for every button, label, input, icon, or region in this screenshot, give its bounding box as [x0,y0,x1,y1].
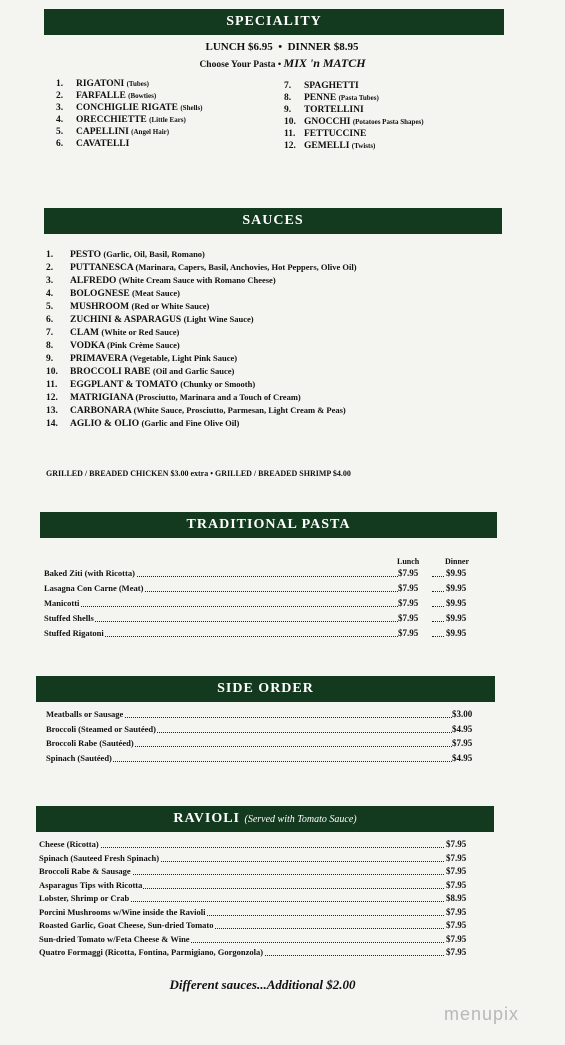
ravioli-subtitle: (Served with Tomato Sauce) [244,814,357,825]
speciality-item [284,105,364,116]
item-name: FETTUCCINE [304,129,367,139]
menu-item-name: Spinach (Sautéed) [46,752,112,763]
dinner-price: DINNER $8.95 [287,41,359,53]
menu-item-name: Stuffed Shells [44,613,94,623]
sauce-item [46,314,254,326]
item-number: 10. [284,117,296,127]
sauce-number: 4. [46,289,54,299]
menu-item-name: Meatballs or Sausage [46,709,124,719]
sauce-description: (Light Wine Sauce) [183,314,254,324]
item-number: 8. [284,93,292,103]
sauces-extras: GRILLED / BREADED CHICKEN $3.00 extra • GRILLED / BREADED SHRIMP $4.00 [46,469,351,478]
sauce-name: PESTO [70,250,101,260]
menu-item-name: Broccoli Rabe (Sautéed) [46,738,134,748]
menu-item-name: Stuffed Rigatoni [44,628,104,638]
sauce-item [46,366,234,378]
item-price: $7.95 [446,852,467,863]
item-name: CONCHIGLIE RIGATE [76,103,178,113]
menu-item-name: Lobster, Shrimp or Crab [39,893,130,903]
item-number: 11. [284,129,296,139]
speciality-item [56,79,149,90]
sauce-description: (Red or White Sauce) [131,301,210,311]
sauce-description: (Marinara, Capers, Basil, Anchovies, Hot Peppers, Olive Oil) [135,262,357,272]
menu-item-name: Spinach (Sauteed Fresh Spinach) [39,852,160,863]
choose-text: Choose Your Pasta • [199,60,282,70]
menu-item-name: Sun-dried Tomato w/Feta Cheese & Wine [39,933,190,944]
sauce-description: (Garlic and Fine Olive Oil) [141,418,240,428]
sauces-header: SAUCES [44,208,502,234]
lunch-price: LUNCH $6.95 [205,41,273,53]
sauce-description: (Oil and Garlic Sauce) [152,366,235,376]
dot-leader [432,621,444,622]
speciality-header: SPECIALITY [44,9,504,35]
menu-item-name: Asparagus Tips with Ricotta [39,879,143,890]
ravioli-title: RAVIOLI [173,811,241,826]
item-price: $7.95 [452,738,473,748]
item-note: (Little Ears) [149,116,186,124]
speciality-choose [0,56,565,71]
item-number: 7. [284,81,292,91]
dot-leader [432,576,444,577]
item-price: $3.00 [452,709,473,719]
item-price: $7.95 [446,906,467,917]
item-note: (Twists) [351,142,376,150]
sauce-description: (Meat Sauce) [132,288,180,298]
menu-item-name: Quatro Formaggi (Ricotta, Fontina, Parmigiano, Gorgonzola) [39,947,264,957]
item-note: (Pasta Tubes) [338,94,379,102]
sauce-name: MUSHROOM [70,302,130,312]
sauce-name: PUTTANESCA [70,263,134,273]
dinner-price: $9.95 [446,583,467,593]
item-number: 1. [56,79,64,89]
mix-match-text: MIX 'n MATCH [283,56,366,70]
sauce-item [46,262,357,274]
sauce-name: PRIMAVERA [70,354,128,364]
sauce-item [46,340,180,352]
item-price: $8.95 [446,893,467,903]
item-name: FARFALLE [76,91,126,101]
sauce-number: 10. [46,367,58,377]
item-number: 2. [56,91,64,101]
item-note: (Bowties) [128,92,157,100]
lunch-price: $7.95 [398,628,419,638]
dinner-column-header: Dinner [445,557,469,566]
sauce-item [46,418,239,430]
sauce-name: MATRIGIANA [70,393,134,403]
speciality-item [56,127,169,138]
lunch-column-header: Lunch [397,557,420,566]
side-header: SIDE ORDER [36,676,495,702]
ravioli-header [36,806,494,832]
sauce-item [46,327,179,339]
sauce-number: 14. [46,419,58,429]
dot-leader [44,621,398,622]
sauce-description: (Pink Crème Sauce) [107,340,180,350]
lunch-price: $7.95 [398,568,419,578]
sauce-name: AGLIO & OLIO [70,419,140,429]
item-name: GNOCCHI [304,117,351,127]
item-price: $4.95 [452,723,473,734]
sauce-name: ZUCHINI & ASPARAGUS [70,315,182,325]
sauce-number: 1. [46,250,54,260]
item-note: (Tubes) [126,80,149,88]
item-name: RIGATONI [76,79,125,89]
sauce-number: 5. [46,302,54,312]
speciality-item [284,141,375,152]
sauce-item [46,249,205,261]
item-price: $7.95 [446,866,467,876]
dot-leader [432,591,444,592]
sauce-description: (White or Red Sauce) [101,327,180,337]
menu-item-name: Baked Ziti (with Ricotta) [44,568,135,578]
speciality-item [56,103,203,114]
sauce-item [46,379,255,391]
speciality-prices [0,41,565,53]
sauce-description: (Chunky or Smooth) [180,379,256,389]
dot-leader [432,636,444,637]
menu-item-name: Broccoli (Steamed or Sautéed) [46,723,156,734]
item-note: (Potatoes Pasta Shapes) [352,118,424,126]
sauce-name: CLAM [70,328,100,338]
item-name: PENNE [304,93,337,103]
sauce-description: (Vegetable, Light Pink Sauce) [129,353,238,363]
item-number: 5. [56,127,64,137]
sauce-item [46,392,301,404]
sauce-item [46,301,209,313]
speciality-item [284,129,366,140]
menu-item-name: Manicotti [44,598,80,608]
sauce-name: BROCCOLI RABE [70,367,151,377]
ravioli-footer: Different sauces...Additional $2.00 [169,977,356,992]
item-price: $4.95 [452,752,473,763]
sauce-number: 12. [46,393,58,403]
item-name: ORECCHIETTE [76,115,147,125]
sauce-description: (White Cream Sauce with Romano Cheese) [118,275,276,285]
sauce-number: 2. [46,263,54,273]
menu-item-name: Broccoli Rabe & Sausage [39,866,131,876]
sauce-name: BOLOGNESE [70,289,130,299]
sauce-number: 11. [46,380,58,390]
item-price: $7.95 [446,920,467,930]
item-number: 4. [56,115,64,125]
item-number: 12. [284,141,296,151]
watermark-logo: menupix [443,1004,519,1024]
sauce-number: 9. [46,354,54,364]
speciality-item [284,93,379,104]
dot-leader [39,847,444,848]
sauce-number: 8. [46,341,54,351]
dinner-price: $9.95 [446,613,467,623]
speciality-item [56,139,129,150]
item-name: GEMELLI [304,141,350,151]
traditional-header: TRADITIONAL PASTA [40,512,497,538]
sauce-name: VODKA [70,341,105,351]
sauce-item [46,353,237,365]
dinner-price: $9.95 [446,568,467,578]
sauce-item [46,288,180,300]
lunch-price: $7.95 [398,613,419,623]
item-note: (Shells) [180,104,203,112]
item-name: TORTELLINI [304,105,364,115]
item-price: $7.95 [446,933,467,944]
lunch-price: $7.95 [398,583,419,593]
menu-item-name: Lasagna Con Carne (Meat) [44,583,144,593]
item-price: $7.95 [446,839,467,849]
speciality-item [56,91,156,102]
item-name: CAPELLINI [76,127,129,137]
item-name: SPAGHETTI [304,81,359,91]
sauce-name: EGGPLANT & TOMATO [70,380,178,390]
sauce-number: 6. [46,315,54,325]
item-number: 6. [56,139,64,149]
sauce-name: CARBONARA [70,406,132,416]
item-note: (Angel Hair) [131,128,170,136]
menu-item-name: Porcini Mushrooms w/Wine inside the Ravioli [39,906,206,917]
sauce-description: (White Sauce, Prosciutto, Parmesan, Light Cream & Peas) [133,405,346,415]
speciality-item [284,81,359,92]
sauce-description: (Prosciutto, Marinara and a Touch of Cream) [135,392,301,402]
dinner-price: $9.95 [446,628,467,638]
menu-item-name: Cheese (Ricotta) [39,839,99,849]
item-number: 9. [284,105,292,115]
sauce-number: 7. [46,328,54,338]
bullet: • [278,41,283,53]
sauce-item [46,275,276,287]
lunch-price: $7.95 [398,598,419,608]
dot-leader [432,606,444,607]
sauce-number: 3. [46,276,54,286]
speciality-item [284,117,424,128]
sauce-description: (Garlic, Oil, Basil, Romano) [103,249,205,259]
sauce-name: ALFREDO [70,276,117,286]
dot-leader [44,606,398,607]
sauce-number: 13. [46,406,58,416]
item-name: CAVATELLI [76,139,130,149]
item-price: $7.95 [446,879,467,890]
dinner-price: $9.95 [446,598,467,608]
speciality-item [56,115,186,126]
sauce-item [46,405,346,417]
menu-item-name: Roasted Garlic, Goat Cheese, Sun-dried Tomato [39,920,214,930]
item-price: $7.95 [446,947,467,957]
item-number: 3. [56,103,64,113]
